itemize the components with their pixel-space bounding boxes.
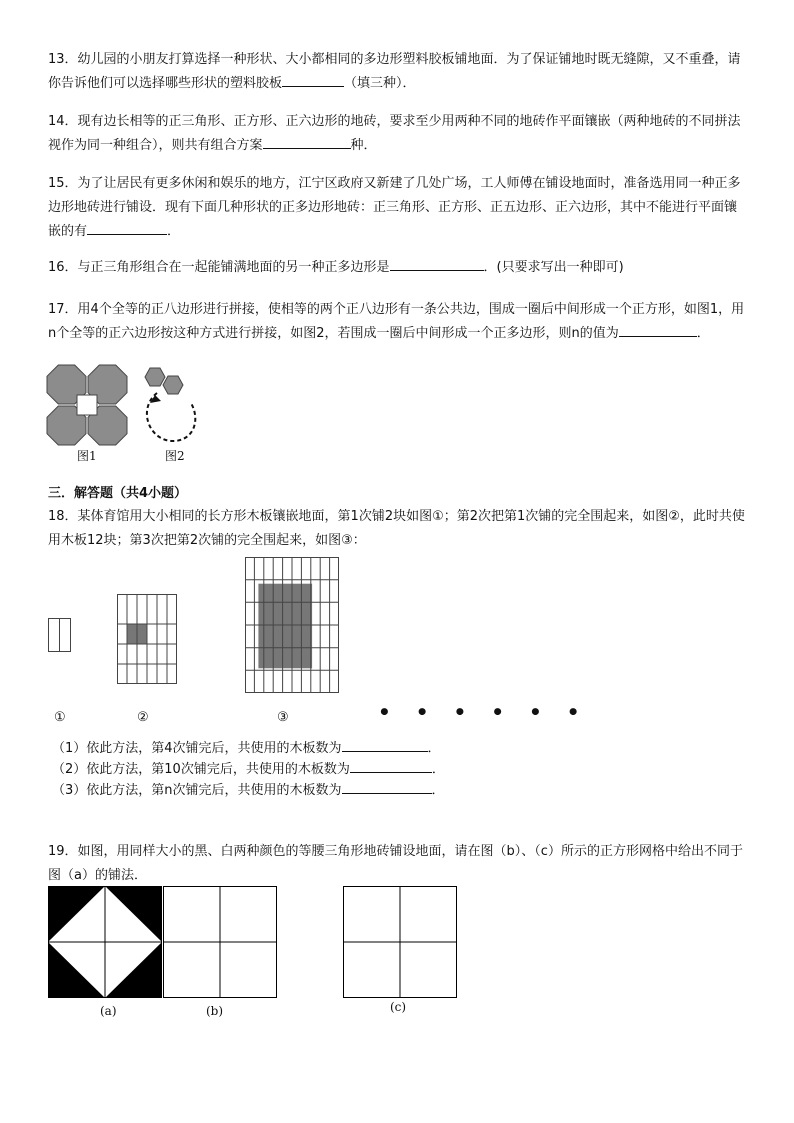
figure-1-octagons — [47, 365, 127, 445]
q19-figure-b-grid[interactable] — [163, 886, 277, 998]
question-18 — [48, 505, 748, 553]
q18-sub-3 — [52, 779, 445, 801]
q19-figure-c-grid[interactable] — [343, 886, 457, 998]
inner-board-2 — [137, 624, 147, 644]
q16-text: 16．与正三角形组合在一起能铺满地面的另一种正多边形是 — [48, 260, 390, 275]
q19-label-c: (c) — [390, 1000, 407, 1014]
q18-sub-1-tail: ． — [427, 741, 441, 756]
hexagon-left — [145, 368, 165, 386]
q18-sub-2 — [52, 758, 445, 780]
q18-label-3: ③ — [277, 710, 289, 725]
q13-answer-blank[interactable] — [282, 72, 344, 87]
figure-2-caption: 图2 — [165, 449, 185, 463]
question-13 — [48, 48, 748, 96]
gray-region — [258, 584, 312, 669]
board-1 — [49, 619, 60, 652]
figure-1-caption: 图1 — [77, 449, 97, 463]
inner-board-1 — [127, 624, 137, 644]
q18-text: 18．某体育馆用大小相同的长方形木板镶嵌地面，第1次铺2块如图①；第2次把第1次铺的完全围起来，如图②，此时共使用木板12块；第3次把第2次铺的完全围起来，如图③： — [48, 509, 745, 548]
q17-text: 17．用4个全等的正八边形进行拼接，使相等的两个正八边形有一条公共边，围成一圈后中间形成一个正方形，如图1，用n个全等的正六边形按这种方式进行拼接，如图2，若围成一圈后中间形成一个正多边形，则n的值为 — [48, 302, 745, 341]
q18-sub-1 — [52, 737, 441, 759]
q15-tail: ． — [167, 224, 181, 239]
q17-tail: ． — [696, 326, 710, 341]
figure-2-hexagons — [143, 365, 213, 445]
q18-figure-3 — [245, 557, 339, 693]
q13-text: 13．幼儿园的小朋友打算选择一种形状、大小都相同的多边形塑料胶板铺地面．为了保证铺地时既无缝隙，又不重叠，请你告诉他们可以选择哪些形状的塑料胶板 — [48, 52, 741, 91]
q18-sub-3-text: （3）依此方法，第n次铺完后，共使用的木板数为 — [52, 783, 342, 798]
center-square — [77, 395, 97, 415]
q18-sub-3-blank[interactable] — [342, 779, 432, 794]
q18-figure-2 — [117, 594, 177, 684]
q14-text: 14．现有边长相等的正三角形、正方形、正六边形的地砖，要求至少用两种不同的地砖作平面镶嵌（两种地砖的不同拼法视作为同一种组合），则共有组合方案 — [48, 114, 741, 153]
q18-sub-1-text: （1）依此方法，第4次铺完后，共使用的木板数为 — [52, 741, 342, 756]
q18-figure-1 — [48, 618, 72, 652]
question-16 — [48, 256, 748, 280]
q18-label-2: ② — [137, 710, 149, 725]
q18-sub-3-tail: ． — [431, 783, 445, 798]
q18-sub-2-tail: ． — [431, 762, 445, 777]
board-2 — [60, 619, 71, 652]
q17-answer-blank[interactable] — [619, 322, 697, 337]
q15-text: 15．为了让居民有更多休闲和娱乐的地方，江宁区政府又新建了几处广场，工人师傅在铺设地面时，准备选用同一种正多边形地砖进行铺设．现有下面几种形状的正多边形地砖：正三角形、正方形、正五边形、正六边形，其中不能进行平面镶嵌的有 — [48, 176, 741, 239]
q19-figure-a — [48, 886, 162, 998]
q16-answer-blank[interactable] — [390, 256, 484, 271]
q18-label-1: ① — [54, 710, 66, 725]
q14-tail: 种． — [350, 138, 377, 153]
question-17 — [48, 298, 748, 346]
question-19 — [48, 840, 748, 888]
q16-tail: ．(只要求写出一种即可) — [483, 260, 624, 275]
q18-sub-2-text: （2）依此方法，第10次铺完后，共使用的木板数为 — [52, 762, 350, 777]
q13-tail: （填三种）． — [344, 76, 416, 91]
hexagon-right — [163, 376, 183, 394]
q19-text: 19．如图，用同样大小的黑、白两种颜色的等腰三角形地砖铺设地面，请在图（b）、（c）所示的正方形网格中给出不同于图（a）的铺法． — [48, 844, 743, 883]
question-14 — [48, 110, 748, 158]
q15-answer-blank[interactable] — [87, 220, 167, 235]
q19-label-a: (a) — [100, 1004, 117, 1018]
q18-sub-2-blank[interactable] — [350, 758, 432, 773]
q18-sub-1-blank[interactable] — [342, 737, 428, 752]
q18-ellipsis-dots: • • • • • • — [378, 700, 589, 724]
q14-answer-blank[interactable] — [263, 134, 351, 149]
question-15 — [48, 172, 748, 244]
q19-label-b: (b) — [206, 1004, 224, 1018]
section-title: 三．解答题（共4小题） — [48, 486, 188, 501]
